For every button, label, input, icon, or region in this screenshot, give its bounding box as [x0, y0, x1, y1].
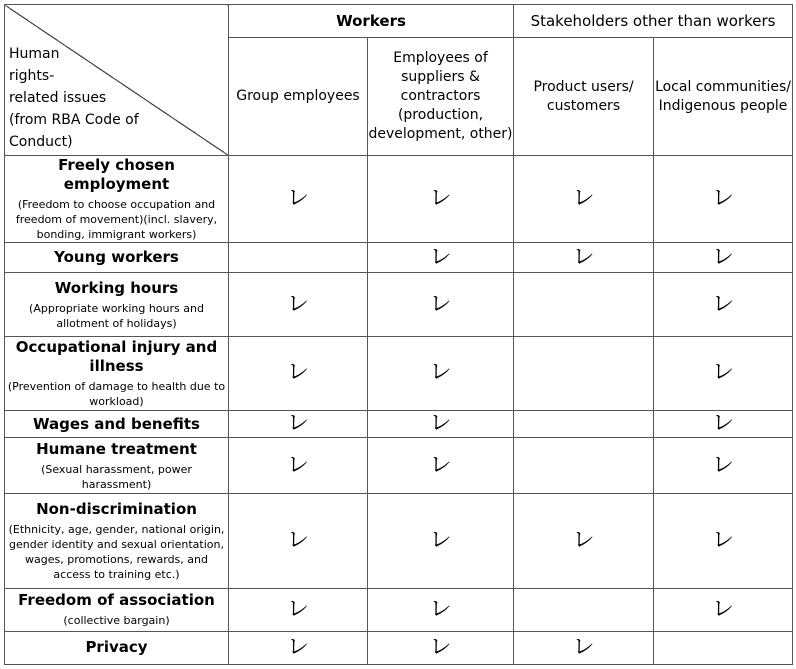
check-cell: [514, 243, 654, 273]
issue-cell: [5, 494, 229, 588]
check-mark-icon: レ: [286, 634, 309, 660]
column-header: Product users/ customers: [514, 38, 654, 156]
table-row: [5, 156, 793, 243]
check-mark-icon: レ: [712, 360, 735, 386]
table-row: [5, 494, 793, 588]
table-row: [5, 438, 793, 494]
check-mark-icon: レ: [286, 452, 309, 478]
check-mark-icon: レ: [429, 411, 452, 436]
check-cell: [368, 156, 514, 243]
issue-title: Wages and benefits: [33, 414, 200, 433]
check-cell: [654, 494, 793, 588]
issue-cell: [5, 336, 229, 410]
check-cell: [368, 336, 514, 410]
table-body: [5, 156, 793, 665]
issue-title: Humane treatment: [36, 439, 197, 458]
check-mark-icon: レ: [712, 291, 735, 317]
table-row: [5, 588, 793, 631]
check-mark-icon: レ: [286, 411, 309, 436]
check-cell: [368, 243, 514, 273]
check-cell: [229, 494, 368, 588]
issue-cell: [5, 438, 229, 494]
check-mark-icon: レ: [572, 634, 595, 660]
check-cell: [654, 410, 793, 437]
check-cell: [229, 588, 368, 631]
check-mark-icon: レ: [712, 527, 735, 553]
table-row: [5, 631, 793, 664]
issue-title: Privacy: [85, 638, 148, 657]
check-cell: [514, 410, 654, 437]
table-row: [5, 243, 793, 273]
check-mark-icon: レ: [712, 411, 735, 436]
issue-title: Occupational injury and illness: [15, 337, 218, 375]
check-cell: [654, 273, 793, 336]
check-cell: [229, 410, 368, 437]
issue-description: (Freedom to choose occupation and freedom of movement)(incl. slavery, bonding, immigrant workers): [15, 198, 218, 242]
check-cell: [368, 438, 514, 494]
issue-cell: [5, 588, 229, 631]
check-mark-icon: レ: [712, 452, 735, 478]
check-cell: [514, 494, 654, 588]
check-mark-icon: レ: [429, 186, 452, 212]
check-mark-icon: レ: [712, 596, 735, 622]
check-cell: [368, 410, 514, 437]
check-cell: [514, 438, 654, 494]
issue-title: Working hours: [54, 278, 179, 297]
check-mark-icon: レ: [429, 527, 452, 553]
corner-header: [5, 5, 229, 156]
issue-cell: [5, 410, 229, 437]
check-mark-icon: レ: [429, 634, 452, 660]
check-cell: [368, 494, 514, 588]
check-cell: [654, 588, 793, 631]
issue-description: (Ethnicity, age, gender, national origin, gender identity and sexual orientation, wages, promotions, rewards, and access to training etc.): [8, 522, 225, 581]
column-header: Group employees: [229, 38, 368, 156]
check-cell: [654, 156, 793, 243]
check-mark-icon: レ: [712, 186, 735, 212]
check-mark-icon: レ: [572, 244, 595, 270]
issue-cell: [5, 156, 229, 243]
issue-title: Freedom of association: [18, 591, 215, 610]
issue-description: (Sexual harassment, power harassment): [41, 462, 192, 491]
check-mark-icon: レ: [429, 596, 452, 622]
check-cell: [229, 156, 368, 243]
check-mark-icon: レ: [286, 596, 309, 622]
check-cell: [229, 243, 368, 273]
table-row: [5, 273, 793, 336]
check-mark-icon: レ: [572, 527, 595, 553]
issue-cell: [5, 273, 229, 336]
issue-title: Non-discrimination: [36, 499, 197, 518]
check-cell: [654, 438, 793, 494]
check-cell: [514, 273, 654, 336]
check-mark-icon: レ: [286, 360, 309, 386]
issue-cell: [5, 631, 229, 664]
column-header: Employees of suppliers & contractors (production, development, other): [368, 38, 514, 156]
check-cell: [514, 156, 654, 243]
check-cell: [229, 273, 368, 336]
issue-description: (collective bargain): [63, 614, 170, 628]
human-rights-table: [4, 4, 793, 665]
check-cell: [229, 438, 368, 494]
check-cell: [229, 336, 368, 410]
check-mark-icon: レ: [429, 244, 452, 270]
check-cell: [514, 336, 654, 410]
check-mark-icon: レ: [572, 186, 595, 212]
check-mark-icon: レ: [286, 291, 309, 317]
issue-description: (Prevention of damage to health due to workload): [7, 379, 226, 408]
check-mark-icon: レ: [429, 452, 452, 478]
table-row: [5, 410, 793, 437]
check-mark-icon: レ: [429, 360, 452, 386]
check-cell: [654, 631, 793, 664]
check-cell: [654, 243, 793, 273]
column-header: Local communities/ Indigenous people: [654, 38, 793, 156]
check-cell: [368, 631, 514, 664]
issue-title: Young workers: [54, 248, 179, 267]
check-mark-icon: レ: [712, 244, 735, 270]
check-cell: [368, 588, 514, 631]
check-cell: [514, 588, 654, 631]
issue-description: (Appropriate working hours and allotment of holidays): [29, 301, 204, 330]
group-header-others: Stakeholders other than workers: [514, 5, 793, 38]
check-cell: [368, 273, 514, 336]
check-mark-icon: レ: [286, 186, 309, 212]
issue-cell: [5, 243, 229, 273]
check-mark-icon: レ: [429, 291, 452, 317]
corner-label: Human rights- related issues (from RBA Code of Conduct): [9, 46, 139, 150]
check-cell: [229, 631, 368, 664]
check-cell: [654, 336, 793, 410]
table-row: [5, 336, 793, 410]
check-mark-icon: レ: [286, 527, 309, 553]
issue-title: Freely chosen employment: [58, 156, 175, 194]
group-header-workers: Workers: [229, 5, 514, 38]
check-cell: [514, 631, 654, 664]
